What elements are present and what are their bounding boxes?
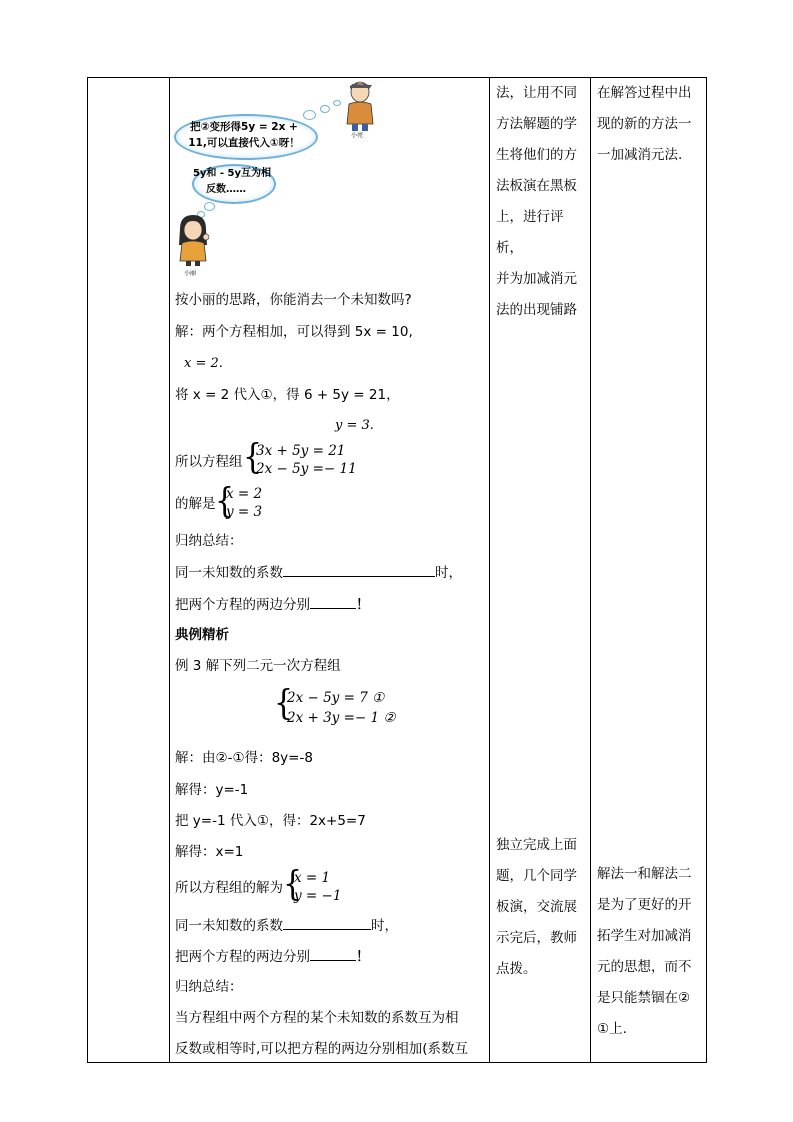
summary-text-line: 反数或相等时,可以把方程的两边分别相加(系数互	[175, 1041, 469, 1057]
summary-heading: 归纳总结：	[175, 533, 243, 549]
brace-icon: {	[243, 437, 263, 478]
activity-cell	[490, 78, 590, 1062]
bubble-boy-text: 把②变形得5y = 2x + 11,可以直接代入①呀！	[188, 121, 300, 149]
lesson-table	[87, 77, 707, 1063]
activity-note-bottom: 独立完成上面 题，几个同学 板演，交流展 示完后，教师 点拨。	[496, 837, 577, 977]
brace-icon: {	[215, 481, 235, 522]
summary-heading: 归纳总结：	[175, 979, 243, 995]
answer-blank[interactable]	[310, 946, 356, 961]
example-system-prefix: 所以方程组的解为	[175, 880, 283, 896]
solution-line: y = 3.	[335, 418, 374, 433]
summary-text-line: 当方程组中两个方程的某个未知数的系数互为相	[175, 1010, 459, 1026]
brace-icon: {	[274, 683, 294, 724]
system-prefix: 所以方程组	[175, 454, 243, 470]
brace-icon: {	[283, 864, 303, 905]
example-sol-eq1: x = 1	[294, 870, 331, 886]
example-heading: 典例精析	[175, 627, 229, 643]
system-eq2: 2x − 5y =− 11	[256, 461, 357, 477]
answer-blank[interactable]	[283, 562, 435, 577]
boy-caption: 小亮	[351, 132, 364, 139]
example-title: 例 3 解下列二元一次方程组	[175, 658, 341, 674]
example-solution-line: 解得：y=-1	[175, 782, 249, 798]
intent-note-bottom: 解法一和解法二 是为了更好的开 拓学生对加减消 元的思想，而不 是只能禁锢在② ①上.	[597, 866, 692, 1037]
solution-prefix: 的解是	[175, 496, 216, 512]
activity-note-top: 法，让用不同 方法解题的学 生将他们的方 法板演在黑板 上，进行评析， 并为加减消元 法的出现铺路	[496, 85, 577, 318]
bubble-girl-text: 5y和 - 5y互为相 反数……	[192, 168, 272, 195]
solution-eq2: y = 3	[226, 504, 263, 520]
example-solution-line: 解：由②-①得：8y=-8	[175, 750, 313, 766]
solution-eq1: x = 2	[226, 486, 263, 502]
answer-blank[interactable]	[310, 594, 356, 609]
intent-note-top: 在解答过程中出 现的新的方法一 一加减消元法.	[597, 85, 692, 163]
thought-dot	[333, 100, 341, 106]
example-sol-eq2: y = −1	[294, 888, 342, 904]
girl-character-icon	[174, 215, 212, 267]
boy-character-icon	[342, 80, 378, 132]
question-text: 按小丽的思路，你能消去一个未知数吗?	[175, 292, 412, 308]
fill-blank-line: 把两个方程的两边分别 ！	[175, 946, 370, 967]
example-solution-line: 解得：x=1	[175, 844, 244, 860]
main-content-cell	[170, 78, 489, 1062]
girl-caption: 小丽	[184, 270, 197, 277]
solution-line: 解：两个方程相加，可以得到 5x = 10,	[175, 324, 413, 340]
fill-blank-line: 同一未知数的系数 时，	[175, 915, 398, 936]
system-eq1: 3x + 5y = 21	[256, 443, 346, 459]
fill-blank-line: 同一未知数的系数 时，	[175, 562, 462, 583]
example-solution-line: 把 y=-1 代入①，得：2x+5=7	[175, 813, 366, 829]
solution-line: x = 2.	[184, 356, 223, 371]
thought-dot	[320, 105, 330, 113]
fill-blank-line: 把两个方程的两边分别 ！	[175, 594, 370, 615]
example-eq1: 2x − 5y = 7 ①	[287, 690, 385, 706]
answer-blank[interactable]	[283, 915, 371, 930]
solution-line: 将 x = 2 代入①，得 6 + 5y = 21，	[175, 387, 400, 403]
intent-cell	[591, 78, 707, 1062]
example-eq2: 2x + 3y =− 1 ②	[287, 710, 396, 726]
thought-dot	[204, 202, 215, 211]
